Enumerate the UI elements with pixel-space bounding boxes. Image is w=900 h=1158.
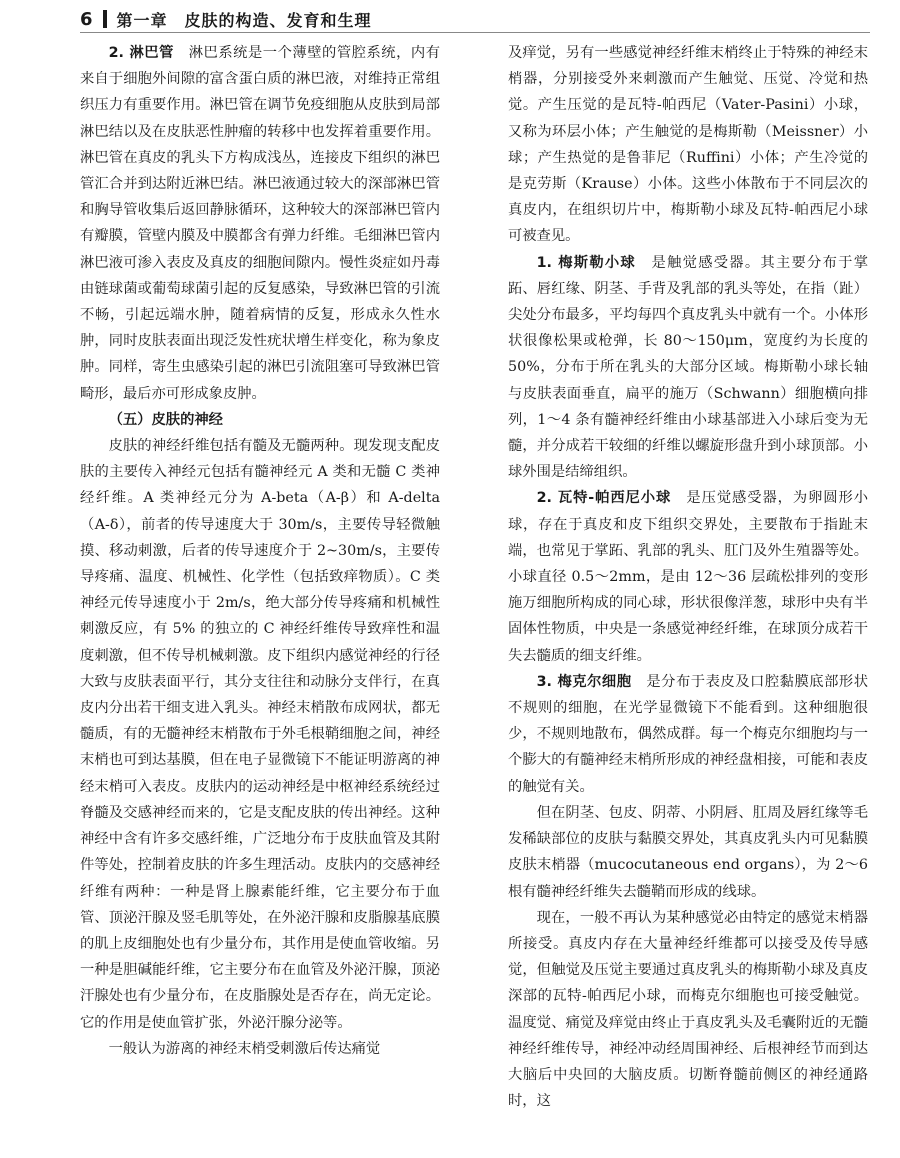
left-column	[80, 40, 440, 1062]
lymph-term: 淋巴管	[129, 45, 174, 61]
current-view-paragraph: 现在，一般不再认为某种感觉必由特定的感觉末梢器所接受。真皮内存在大量神经纤维都可以接受及传导感觉，但触觉及压觉主要通过真皮乳头的梅斯勒小球及真皮深部的瓦特-帕西尼小球，而梅克尔细胞也可接受触觉。温度觉、痛觉及痒觉由终止于真皮乳头及毛囊附近的无髓神经纤维传导，神经冲动经周围神经、后根神经节而到达大脑后中央回的大脑皮质。切断脊髓前侧区的神经通路时，这	[508, 909, 868, 1110]
lymph-text: 淋巴系统是一个薄壁的管腔系统，内有来自于细胞外间隙的富含蛋白质的淋巴液，对维持正常组织压力有重要作用。淋巴管在调节免疫细胞从皮肤到局部淋巴结以及在皮肤恶性肿瘤的转移中也发挥着重要作用。淋巴管在真皮的乳头下方构成浅丛，连接皮下组织的淋巴管汇合并到达附近淋巴结。淋巴液通过较大的深部淋巴管和胸导管收集后返回静脉循环，这种较大的深部淋巴管内有瓣膜，管壁内膜及中膜都含有弹力纤维。毛细淋巴管内淋巴液可渗入表皮及真皮的细胞间隙内。慢性炎症如丹毒由链球菌或葡萄球菌引起的反复感染，导致淋巴管的引流不畅，引起远端水肿，随着病情的反复，形成永久性水肿，同时皮肤表面出现泛发性疣状增生样变化，称为象皮肿。同样，寄生虫感染引起的淋巴引流阻塞可导致淋巴管畸形，最后亦可形成象皮肿。	[80, 45, 441, 402]
meissner-paragraph	[508, 250, 868, 486]
vater-item-number: 2.	[536, 490, 558, 507]
lymph-item-number: 2.	[108, 45, 130, 61]
vater-paragraph	[508, 485, 868, 668]
right-column	[508, 40, 868, 1114]
meissner-item-number: 1.	[536, 254, 559, 271]
chapter-title: 第一章 皮肤的构造、发育和生理	[116, 10, 372, 30]
header-divider-bar	[103, 10, 107, 28]
section-heading-nerves: （五）皮肤的神经	[108, 411, 223, 428]
free-nerve-paragraph-start: 一般认为游离的神经末梢受刺激后传达痛觉	[108, 1040, 381, 1057]
merkel-paragraph	[508, 669, 868, 800]
free-nerve-paragraph-cont: 及痒觉，另有一些感觉神经纤维末梢终止于特殊的神经末梢器，分别接受外来刺激而产生触觉、压觉、冷觉和热觉。产生压觉的是瓦特-帕西尼（Vater-Pasini）小球，又称为环层小体；产生触觉的是梅斯勒（Meissner）小球；产生热觉的是鲁菲尼（Ruffini）小体；产生冷觉的是克劳斯（Krause）小体。这些小体散布于不同层次的真皮内，在组织切片中，梅斯勒小球及瓦特-帕西尼小球可被查见。	[508, 45, 868, 245]
meissner-term: 梅斯勒小球	[558, 254, 636, 271]
merkel-text: 是分布于表皮及口腔黏膜底部形状不规则的细胞，在光学显微镜下不能看到。这种细胞很少，不规则地散布，偶然成群。每一个梅克尔细胞均与一个膨大的有髓神经末梢所形成的神经盘相接，可能和表皮的触觉有关。	[508, 673, 869, 795]
lymph-paragraph	[80, 40, 440, 407]
merkel-term: 梅克尔细胞	[557, 673, 632, 690]
page-number: 6	[80, 8, 93, 30]
mucocutaneous-paragraph: 但在阴茎、包皮、阴蒂、小阴唇、肛周及唇红缘等毛发稀缺部位的皮肤与黏膜交界处，其真皮乳头内可见黏膜皮肤末梢器（mucocutaneous end organs），为 2～6 根有髓神经纤维失去髓鞘而形成的线球。	[508, 804, 868, 900]
merkel-item-number: 3.	[536, 673, 558, 690]
vater-term: 瓦特-帕西尼小球	[557, 490, 672, 507]
nerve-paragraph: 皮肤的神经纤维包括有髓及无髓两种。现发现支配皮肤的主要传入神经元包括有髓神经元 A 类和无髓 C 类神经纤维。A 类神经元分为 A-beta（A-β）和 A-delta（A-δ），前者的传导速度大于 30m/s，主要传导轻微触摸、移动刺激，后者的传导速度介于 2~30m/s，主要传导疼痛、温度、机械性、化学性（包括致痒物质）。C 类神经元传导速度小于 2m/s，绝大部分传导疼痛和机械性刺激反应，有 5% 的独立的 C 神经纤维传导致痒性和温度刺激，但不传导机械刺激。皮下组织内感觉神经的行径大致与皮肤表面平行，其分支往往和动脉分支伴行，在真皮内分出若干细支进入乳头。神经末梢散布成网状，都无髓质，有的无髓神经末梢散布于外毛根鞘细胞之间，神经末梢也可到达基膜，但在电子显微镜下不能证明游离的神经末梢可入表皮。皮肤内的运动神经是中枢神经系统经过脊髓及交感神经而来的，它是支配皮肤的传出神经。这种神经中含有许多交感纤维，广泛地分布于皮肤血管及其附件等处，控制着皮肤的许多生理活动。皮肤内的交感神经纤维有两种：一种是肾上腺素能纤维，它主要分布于血管、顶泌汗腺及竖毛肌等处，在外泌汗腺和皮脂腺基底膜的肌上皮细胞处也有少量分布，其作用是使血管收缩。另一种是胆碱能纤维，它主要分布在血管及外泌汗腺，顶泌汗腺处也有少量分布，在皮脂腺处是否存在，尚无定论。它的作用是使血管扩张，外泌汗腺分泌等。	[80, 438, 440, 1031]
vater-text: 是压觉感受器，为卵圆形小球，存在于真皮和皮下组织交界处，主要散布于指趾末端，也常见于掌跖、乳部的乳头、肛门及外生殖器等处。小球直径 0.5～2mm，是由 12～36 层疏松排列的变形施万细胞所构成的同心球，形状很像洋葱，球形中央有半固体性物质，中央是一条感觉神经纤维，在球顶分成若干失去髓质的细支纤维。	[508, 490, 869, 664]
meissner-text: 是触觉感受器。其主要分布于掌跖、唇红缘、阴茎、手背及乳部的乳头等处，在指（趾）尖处分布最多，平均每四个真皮乳头中就有一个。小体形状很像松果或枪弹，长 80～150μm，宽度约为长度的 50%，分布于所在乳头的大部分区域。梅斯勒小球长轴与皮肤表面垂直，扁平的施万（Schwann）细胞横向排列，1～4 条有髓神经纤维由小球基部进入小球后变为无髓，并分成若干较细的纤维以螺旋形盘升到小球顶部。小球外围是结缔组织。	[508, 254, 869, 481]
running-header	[80, 6, 870, 33]
